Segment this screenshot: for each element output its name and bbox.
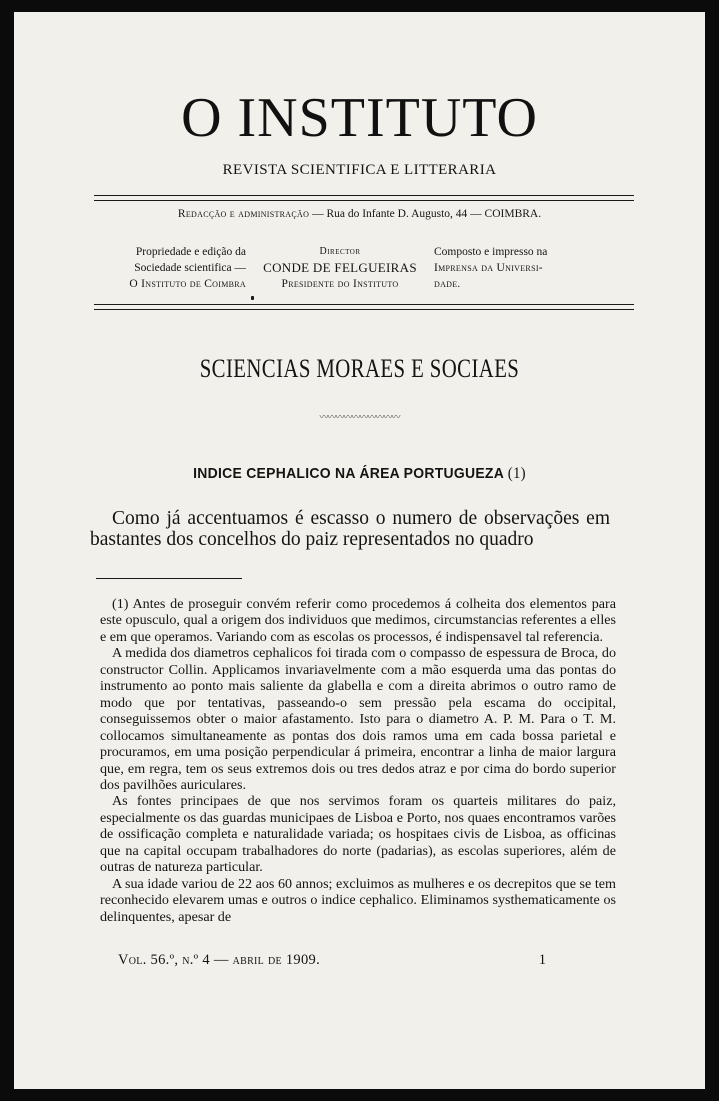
director-name: CONDE DE FELGUEIRAS	[263, 260, 417, 275]
imprint-director	[250, 244, 430, 292]
footnote-paragraph: (1) Antes de proseguir convém referir como procedemos á colheita dos elementos para este opusculo, qual a origem dos individuos que medimos, circumstancias referentes a elles e em que operamos. Variando com as escolas os processos, é indispensavel tal referencia.	[100, 596, 616, 645]
redaccao-line	[14, 208, 705, 220]
imprint-printer-line: Composto e impresso na	[434, 246, 548, 258]
masthead-rule-lower	[94, 200, 634, 201]
footnote-paragraph: A medida dos diametros cephalicos foi tirada com o compasso de espessura de Broca, do constructor Collin. Applicamos invariavelmente com a mão esquerda uma das pontas do instrumento ao ponto mais saliente da glabella e com a direita abrimos o outro ramo de modo que por tentativas, passeando-o sem pressão pela escama do occipital, conseguissemos obter o maior afastamento. Isto para o diametro A. P. M. Para o T. M. collocamos simultaneamente as pontas dos dois ramos uma em cada bossa parietal e procuramos, em uma posição perpendicular á primeira, encontrar a linha de maior largura que, em regra, tem os seus extremos dois ou tres dedos atraz e por cima do bordo superior dos pavilhões auriculares.	[100, 645, 616, 793]
imprint-owner-line: O Instituto de Coimbra	[129, 278, 246, 290]
section-title: SCIENCIAS MORAES E SOCIAES	[199, 354, 520, 383]
imprint-printer	[434, 244, 639, 292]
masthead-rule-upper	[94, 195, 634, 196]
director-label: Director	[319, 246, 361, 257]
footnote-block	[100, 596, 616, 925]
imprint-owner-line: Sociedade scientifica —	[134, 262, 246, 274]
article-title-text: INDICE CEPHALICO NA ÁREA PORTUGUEZA	[193, 465, 504, 482]
imprint-printer-line: dade.	[434, 278, 461, 290]
imprint-owner-line: Propriedade e edição da	[135, 246, 246, 258]
redaccao-address: — Rua do Infante D. Augusto, 44 — COIMBRA.	[312, 208, 542, 220]
imprint-owner	[80, 244, 246, 292]
journal-subtitle: REVISTA SCIENTIFICA E LITTERARIA	[222, 162, 497, 178]
director-role: Presidente do Instituto	[281, 278, 399, 290]
footnote-separator	[96, 578, 242, 579]
print-speck	[251, 296, 254, 300]
imprint-printer-line: Imprensa da Universi-	[434, 262, 543, 274]
page-number: 1	[538, 952, 546, 968]
article-title	[38, 465, 681, 483]
redaccao-label: Redacção e administração	[177, 208, 310, 220]
journal-title: O INSTITUTO	[181, 87, 538, 149]
imprint-rule-lower	[94, 309, 634, 310]
article-lead-paragraph: Como já accentuamos é escasso o numero de observações em bastantes dos concelhos do paiz representados no quadro	[90, 508, 610, 550]
imprint-rule-upper	[94, 304, 634, 305]
footnote-paragraph: As fontes principaes de que nos servimos foram os quarteis militares do paiz, especialmente os das guardas municipaes de Lisboa e Porto, nos quaes encontramos varões de ossificação completa e naturalidade variada; os hospitaes civis de Lisboa, as officinas que na capital occupam trabalhadores do norte (padarias), as escolas superiores, além de outras de natureza particular.	[100, 793, 616, 876]
volume-line: Vol. 56.º, n.º 4 — abril de 1909.	[118, 952, 320, 968]
footnote-mark: (1)	[507, 465, 526, 482]
footnote-paragraph: A sua idade variou de 22 aos 60 annos; excluimos as mulheres e os decrepitos que se tem reconhecido elevarem umas e outros o indice cephalico. Eliminamos systhematicamente os delinquentes, apesar de	[100, 875, 616, 925]
ornament-divider: 〰〰〰〰〰〰〰〰〰〰	[319, 412, 400, 422]
journal-page	[14, 12, 705, 1089]
